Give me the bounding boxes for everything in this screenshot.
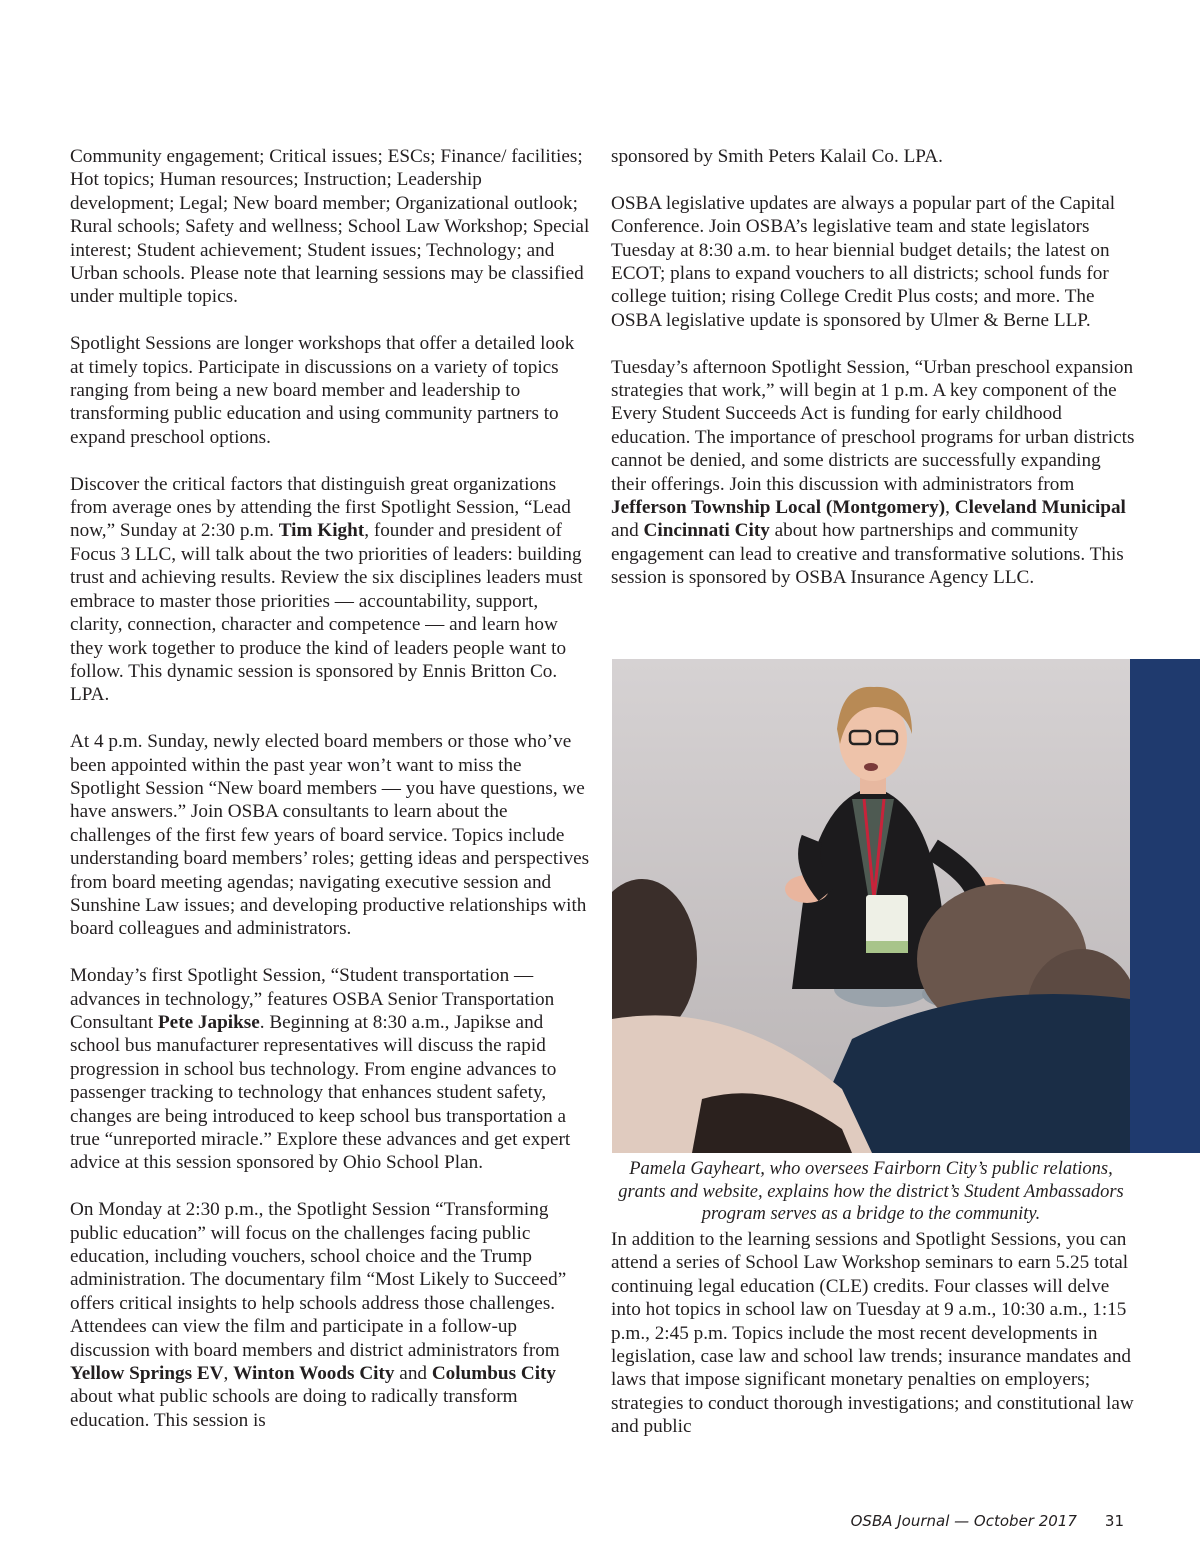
district-name: Cincinnati City bbox=[643, 520, 770, 542]
page-number: 31 bbox=[1104, 1512, 1124, 1530]
paragraph-topics: Community engagement; Critical issues; ESCs; Finance/ facilities; Hot topics; Human resources; Instruction; Leadership development; Legal; New board member; Organizational outlook; Rural schools; Safety and wellness; School Law Workshop; Special interest; Student achievement; Student issues; Technology; and Urban schools. Please note that learning sessions may be classified under multiple topics. bbox=[70, 146, 590, 308]
district-name: Columbus City bbox=[431, 1363, 557, 1385]
right-column bbox=[611, 145, 1135, 613]
accent-bar bbox=[1130, 659, 1200, 1153]
speaker-photo bbox=[612, 659, 1130, 1153]
district-name: Cleveland Municipal bbox=[954, 497, 1126, 519]
left-column bbox=[70, 145, 590, 1456]
paragraph-transportation: Monday’s first Spotlight Session, “Student transportation — advances in technology,” features OSBA Senior Transportation Consultant Pete Japikse. Beginning at 8:30 a.m., Japikse and school bus manufacturer representatives will discuss the rapid progression in school bus technology. From engine advances to passenger tracking to technology that enhances student safety, changes are being introduced to keep school bus transportation a true “unreported miracle.” Explore these advances and get expert advice at this session sponsored by Ohio School Plan. bbox=[70, 965, 571, 1174]
district-name: Jefferson Township Local (Montgomery) bbox=[611, 497, 946, 519]
paragraph-sponsor-continued: sponsored by Smith Peters Kalail Co. LPA. bbox=[611, 146, 943, 167]
paragraph-transforming-education: On Monday at 2:30 p.m., the Spotlight Session “Transforming public education” will focus on the challenges facing public education, including vouchers, school choice and the Trump administration. The documentary film “Most Likely to Succeed” offers critical insights to help schools address those challenges. Attendees can view the film and participate in a follow-up discussion with board members and district administrators from Yellow Springs EV, Winton Woods City and Columbus City about what public schools are doing to radically transform education. This session is bbox=[70, 1199, 567, 1431]
paragraph-school-law-workshop: In addition to the learning sessions and Spotlight Sessions, you can attend a series of School Law Workshop seminars to earn 5.25 total continuing legal education (CLE) credits. Four classes will delve into hot topics in school law on Tuesday at 9 a.m., 10:30 a.m., 1:15 p.m., 2:45 p.m. Topics include the most recent developments in legislation, case law and school law trends; insurance mandates and laws that impose significant monetary penalties on employers; strategies to conduct thorough investigations; and constitutional law and public bbox=[611, 1229, 1134, 1438]
district-name: Yellow Springs EV bbox=[70, 1363, 224, 1385]
paragraph-urban-preschool: Tuesday’s afternoon Spotlight Session, “Urban preschool expansion strategies that work,” will begin at 1 p.m. A key component of the Every Student Succeeds Act is funding for early childhood education. The importance of preschool programs for urban districts cannot be denied, and some districts are successfully expanding their offerings. Join this discussion with administrators from Jefferson Township Local (Montgomery), Cleveland Municipal and Cincinnati City about how partnerships and community engagement can lead to creative and transformative solutions. This session is sponsored by OSBA Insurance Agency LLC. bbox=[611, 356, 1135, 589]
paragraph-legislative-updates: OSBA legislative updates are always a popular part of the Capital Conference. Join OSBA’s legislative team and state legislators Tuesday at 8:30 a.m. to hear biennial budget details; the latest on ECOT; plans to expand vouchers to all districts; school funds for college tuition; rising College Credit Plus costs; and more. The OSBA legislative update is sponsored by Ulmer & Berne LLP. bbox=[611, 192, 1116, 331]
paragraph-new-board-members: At 4 p.m. Sunday, newly elected board members or those who’ve been appointed within the past year won’t want to miss the Spotlight Session “New board members — you have questions, we have answers.” Join OSBA consultants to learn about the challenges of the first few years of board service. Topics include understanding board members’ roles; getting ideas and perspectives from board meeting agendas; navigating executive session and Sunshine Law issues; and developing productive relationships with board colleagues and administrators. bbox=[70, 731, 590, 940]
publication-title: OSBA Journal — October 2017 bbox=[850, 1512, 1077, 1530]
photo-illustration bbox=[612, 659, 1130, 1153]
page-footer bbox=[851, 1512, 1124, 1530]
district-name: Winton Woods City bbox=[233, 1363, 395, 1385]
photo-caption: Pamela Gayheart, who oversees Fairborn City’s public relations, grants and website, explains how the district’s Student Ambassadors program serves as a bridge to the community. bbox=[618, 1159, 1124, 1224]
paragraph-spotlight-intro: Spotlight Sessions are longer workshops that offer a detailed look at timely topics. Participate in discussions on a variety of topics ranging from being a new board member and leadership to transforming public education and using community partners to expand preschool options. bbox=[70, 333, 575, 448]
right-column-continued bbox=[611, 1228, 1135, 1439]
speaker-name: Tim Kight bbox=[278, 520, 365, 542]
speaker-name: Pete Japikse bbox=[157, 1011, 260, 1033]
paragraph-lead-now: Discover the critical factors that distinguish great organizations from average ones by attending the first Spotlight Session, “Lead now,” Sunday at 2:30 p.m. Tim Kight, founder and president of Focus 3 LLC, will talk about the two priorities of leaders: building trust and achieving results. Review the six disciplines leaders must embrace to master those priorities — accountability, support, clarity, connection, character and competence — and learn how they work together to produce the kind of leaders people want to follow. This dynamic session is sponsored by Ennis Britton Co. LPA. bbox=[70, 473, 583, 706]
